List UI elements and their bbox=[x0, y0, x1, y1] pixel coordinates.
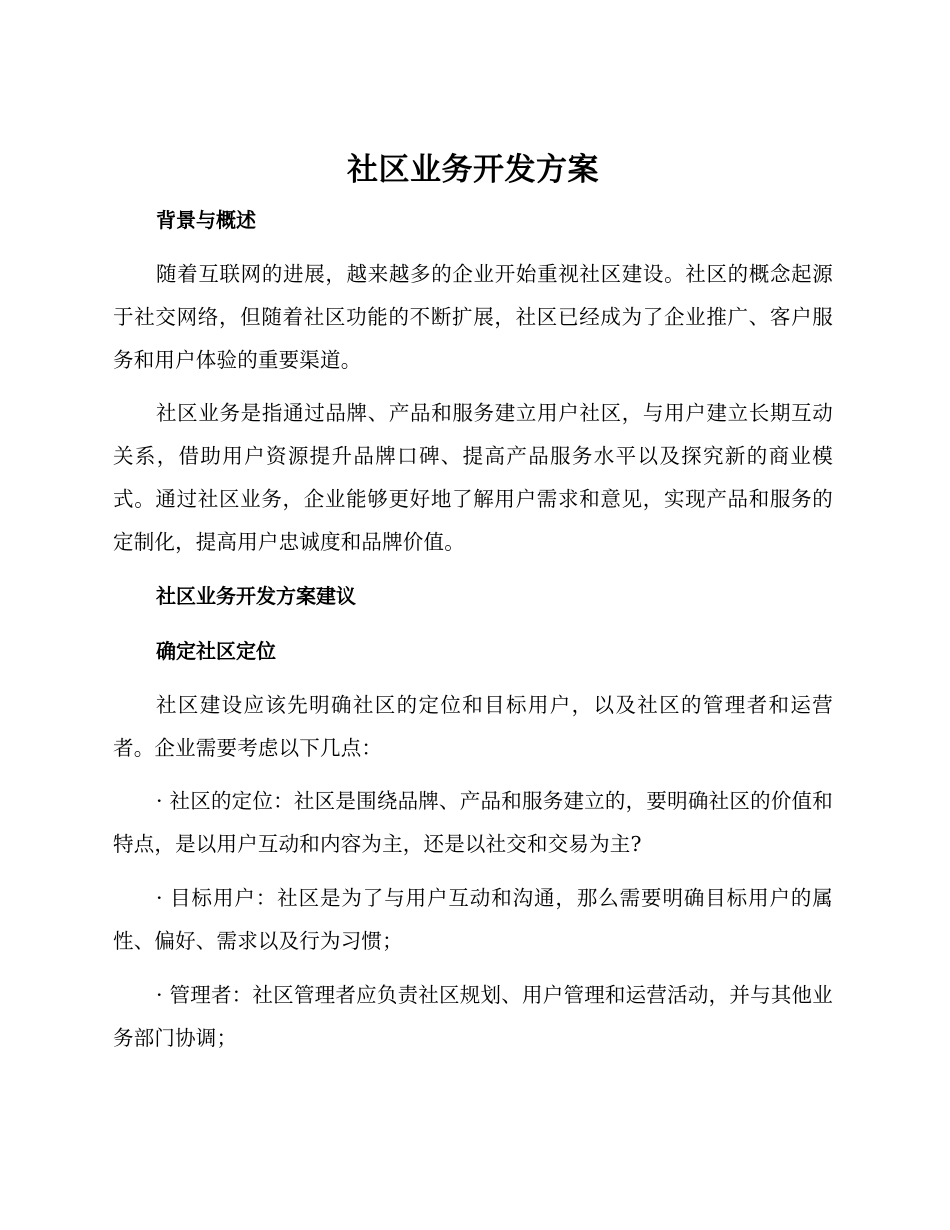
paragraph-intro: 随着互联网的进展，越来越多的企业开始重视社区建设。社区的概念起源于社交网络，但随着社区功能的不断扩展，社区已经成为了企业推广、客户服务和用户体验的重要渠道。 bbox=[113, 262, 833, 372]
bullet-target-users: · 目标用户：社区是为了与用户互动和沟通，那么需要明确目标用户的属性、偏好、需求以及行为习惯； bbox=[113, 886, 833, 953]
paragraph-community-business: 社区业务是指通过品牌、产品和服务建立用户社区，与用户建立长期互动关系，借助用户资源提升品牌口碑、提高产品服务水平以及探究新的商业模式。通过社区业务，企业能够更好地了解用户需求和意见，实现产品和服务的定制化，提高用户忠诚度和品牌价值。 bbox=[113, 401, 833, 554]
document-title: 社区业务开发方案 bbox=[347, 152, 599, 188]
bullet-managers: · 管理者：社区管理者应负责社区规划、用户管理和运营活动，并与其他业务部门协调； bbox=[113, 983, 833, 1050]
paragraph-positioning: 社区建设应该先明确社区的定位和目标用户，以及社区的管理者和运营者。企业需要考虑以下几点： bbox=[113, 693, 833, 760]
heading-proposal: 社区业务开发方案建议 bbox=[156, 584, 356, 608]
bullet-positioning: · 社区的定位：社区是围绕品牌、产品和服务建立的，要明确社区的价值和特点，是以用户互动和内容为主，还是以社交和交易为主? bbox=[113, 789, 833, 856]
heading-background: 背景与概述 bbox=[156, 208, 256, 232]
document-page bbox=[113, 0, 833, 1230]
heading-positioning: 确定社区定位 bbox=[156, 639, 276, 663]
